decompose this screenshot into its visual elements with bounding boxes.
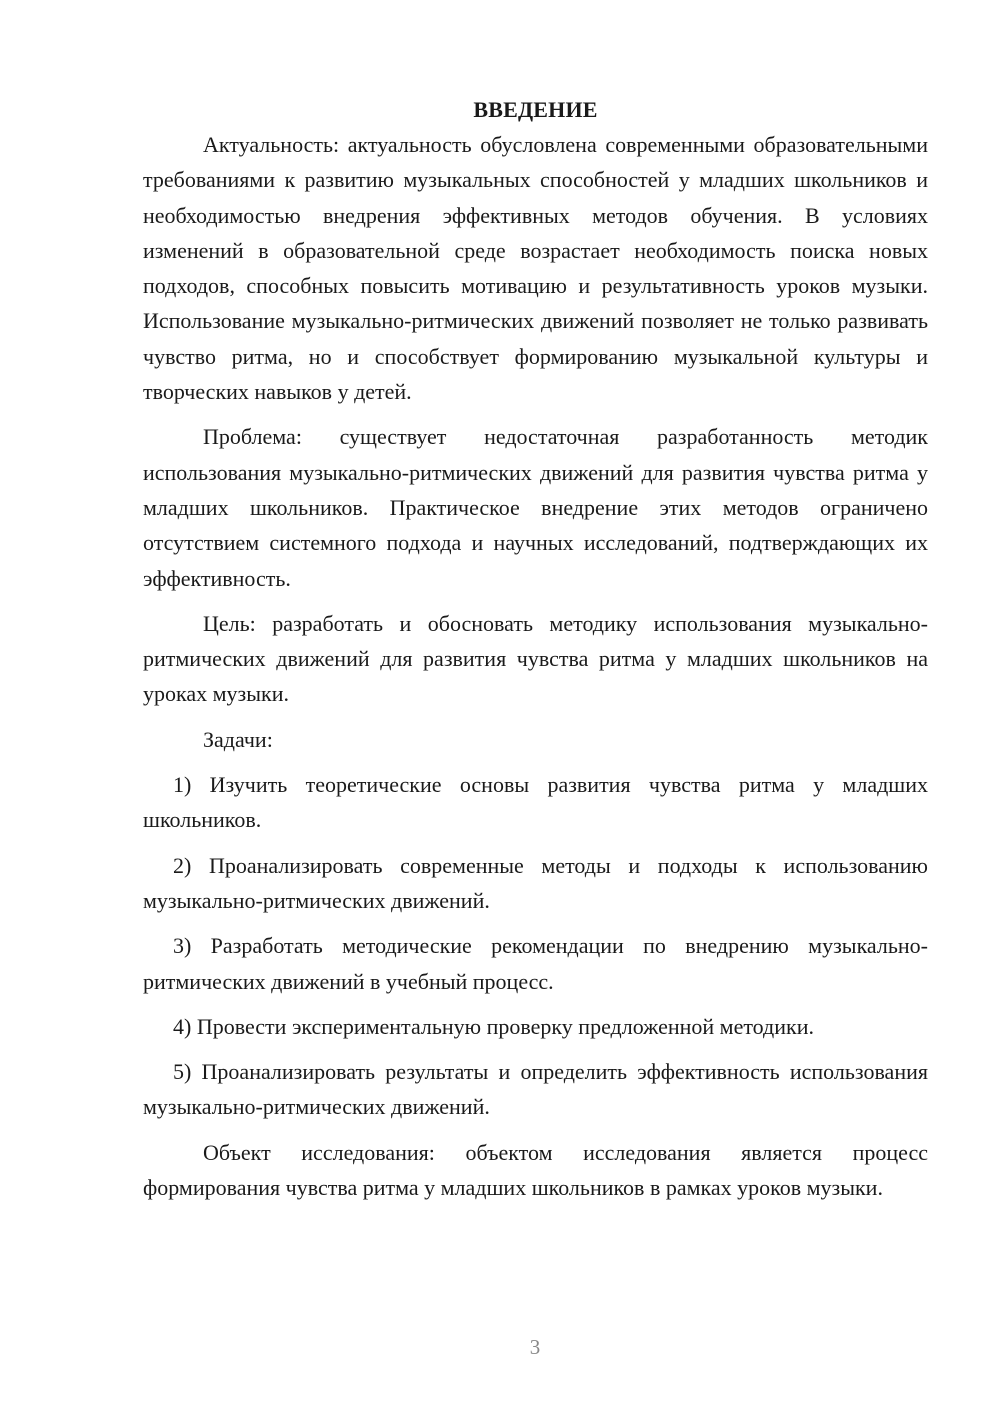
paragraph-relevance: Актуальность: актуальность обусловлена современными образовательными требованиями к развитию музыкальных способностей у младших школьников и необходимостью внедрения эффективных методов обучения. В условиях изменений в образовательной среде возрастает необходимость поиска новых подходов, способных повысить мотивацию и результативность уроков музыки. Использование музыкально-ритмических движений позволяет не только развивать чувство ритма, но и способствует формированию музыкальной культуры и творческих навыков у детей. [143,132,928,405]
tasks-label: Задачи: [203,726,273,752]
tasks-list [143,767,928,1125]
paragraph-object: Объект исследования: объектом исследования является процесс формирования чувства ритма у младших школьников в рамках уроков музыки. [143,1139,928,1201]
page-number: 3 [529,1335,541,1359]
list-item: 4) Провести экспериментальную проверку предложенной методики. [173,1013,814,1039]
paragraph-problem: Проблема: существует недостаточная разработанность методик использования музыкально-ритмических движений для развития чувства ритма у младших школьников. Практическое внедрение этих методов ограничено отсутствием системного подхода и научных исследований, подтверждающих их эффективность. [143,424,928,591]
paragraph-goal: Цель: разработать и обосновать методику использования музыкально-ритмических движений для развития чувства ритма у младших школьников на уроках музыки. [143,610,928,707]
list-item: 3) Разработать методические рекомендации по внедрению музыкально-ритмических движений в учебный процесс. [143,933,928,994]
list-item: 1) Изучить теоретические основы развития чувства ритма у младших школьников. [143,772,928,833]
document-body [143,92,928,1205]
list-item: 5) Проанализировать результаты и определить эффективность использования музыкально-ритмических движений. [143,1059,928,1120]
section-heading: ВВЕДЕНИЕ [473,97,598,122]
list-item: 2) Проанализировать современные методы и подходы к использованию музыкально-ритмических движений. [143,852,928,913]
